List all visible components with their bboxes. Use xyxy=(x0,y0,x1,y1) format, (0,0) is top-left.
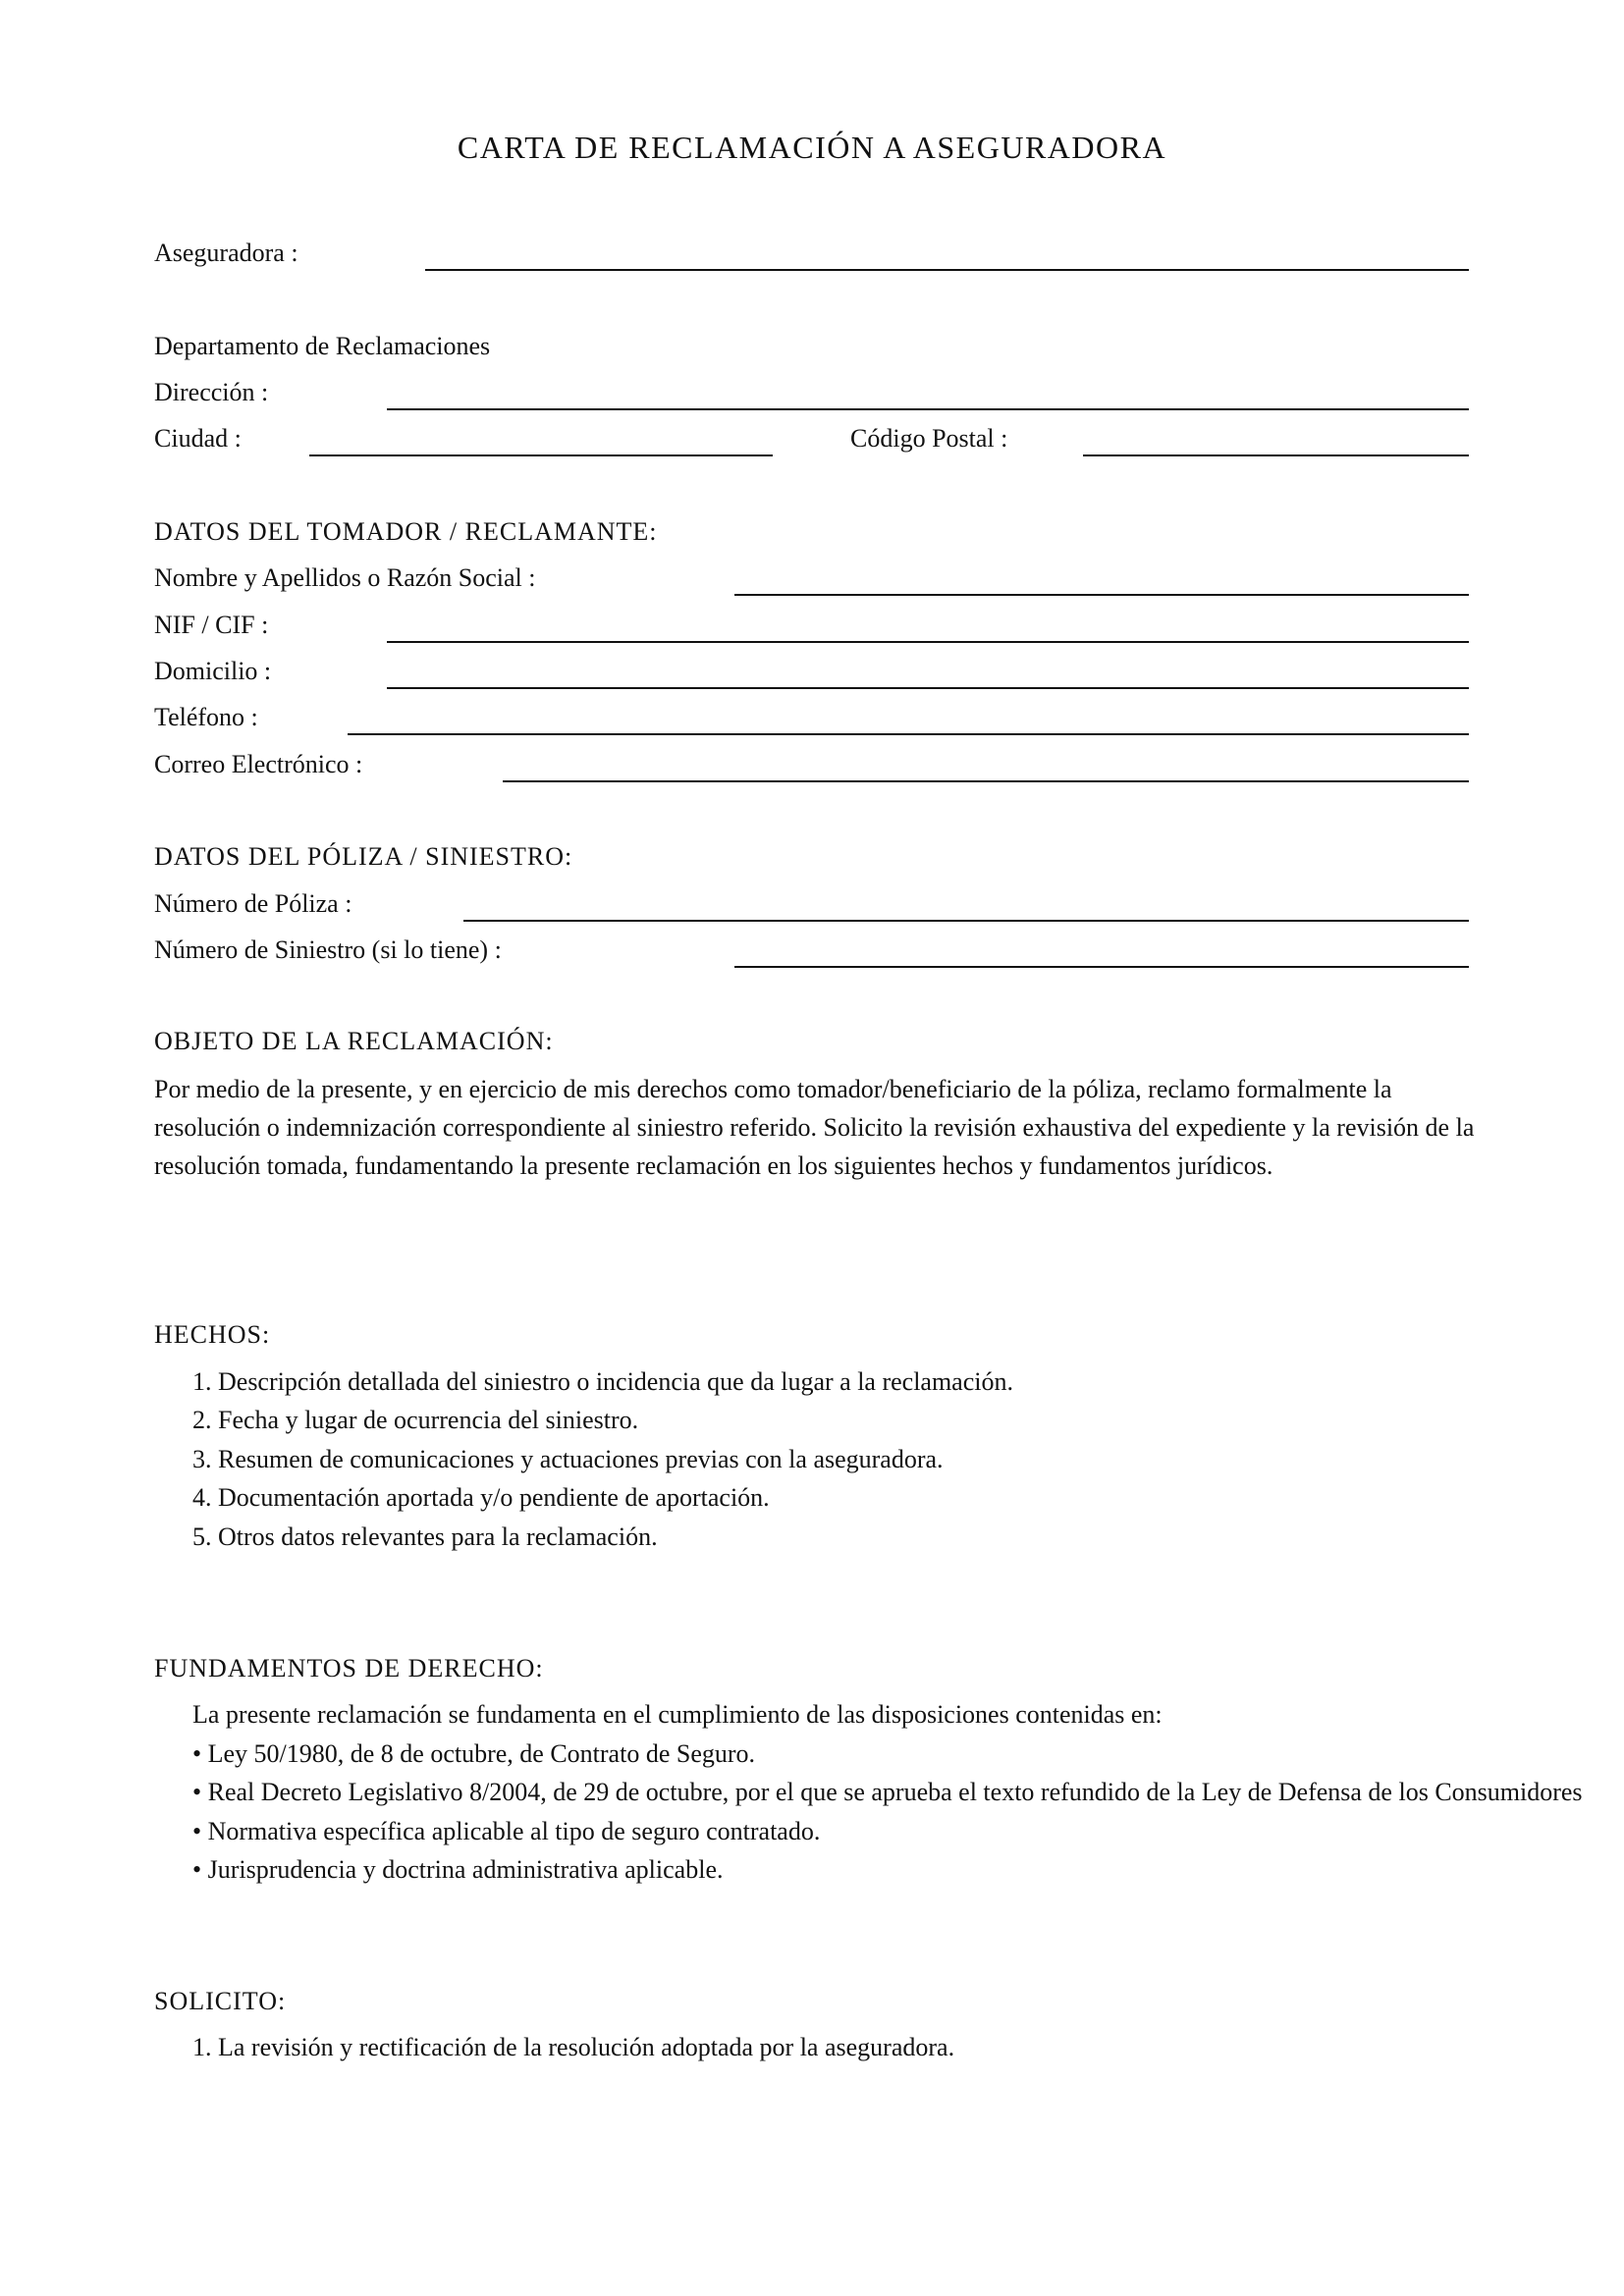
nif-label: NIF / CIF : xyxy=(154,611,269,639)
nombre-label: Nombre y Apellidos o Razón Social : xyxy=(154,563,536,592)
poliza-label: Número de Póliza : xyxy=(154,889,352,918)
fundamentos-heading: FUNDAMENTOS DE DERECHO: xyxy=(154,1654,544,1682)
solicito-item: 1. La revisión y rectificación de la resolución adoptada por la aseguradora. xyxy=(192,2033,955,2061)
ciudad-label: Ciudad : xyxy=(154,424,242,453)
siniestro-field[interactable] xyxy=(734,966,1469,968)
domicilio-label: Domicilio : xyxy=(154,657,272,685)
ciudad-field[interactable] xyxy=(309,454,773,456)
hechos-item: 5. Otros datos relevantes para la reclamación. xyxy=(192,1522,658,1551)
solicito-heading: SOLICITO: xyxy=(154,1987,287,2015)
direccion-field[interactable] xyxy=(387,408,1469,410)
aseguradora-label: Aseguradora : xyxy=(154,239,298,267)
nombre-field[interactable] xyxy=(734,594,1469,596)
aseguradora-field[interactable] xyxy=(425,269,1469,271)
hechos-item: 1. Descripción detallada del siniestro o incidencia que da lugar a la reclamación. xyxy=(192,1367,1013,1396)
fundamentos-item: • Ley 50/1980, de 8 de octubre, de Contrato de Seguro. xyxy=(192,1739,756,1768)
objeto-heading: OBJETO DE LA RECLAMACIÓN: xyxy=(154,1027,554,1055)
direccion-label: Dirección : xyxy=(154,378,269,406)
codigo-postal-label: Código Postal : xyxy=(850,424,1008,453)
correo-label: Correo Electrónico : xyxy=(154,750,363,778)
hechos-item: 2. Fecha y lugar de ocurrencia del siniestro. xyxy=(192,1406,639,1434)
hechos-heading: HECHOS: xyxy=(154,1320,271,1349)
objeto-paragraph: Por medio de la presente, y en ejercicio de mis derechos como tomador/beneficiario de la póliza, reclamo formalmente la resolución o indemnización correspondiente al siniestro referido. Solicito la revisión exhaustiva del expediente y la revisión de la resolución tomada, fundamentando la presente reclamación en los siguientes hechos y fundamentos jurídicos. xyxy=(154,1075,1475,1180)
nif-field[interactable] xyxy=(387,641,1469,643)
claimant-heading: DATOS DEL TOMADOR / RECLAMANTE: xyxy=(154,517,658,546)
domicilio-field[interactable] xyxy=(387,687,1469,689)
hechos-item: 3. Resumen de comunicaciones y actuaciones previas con la aseguradora. xyxy=(192,1445,944,1473)
policy-heading: DATOS DEL PÓLIZA / SINIESTRO: xyxy=(154,842,573,871)
siniestro-label: Número de Siniestro (si lo tiene) : xyxy=(154,935,502,964)
fundamentos-item: • Real Decreto Legislativo 8/2004, de 29 de octubre, por el que se aprueba el texto refundido de la Ley de Defensa de los Consumidores xyxy=(192,1778,1583,1806)
fundamentos-intro: La presente reclamación se fundamenta en el cumplimiento de las disposiciones contenidas en: xyxy=(192,1700,1163,1729)
telefono-label: Teléfono : xyxy=(154,703,258,731)
hechos-item: 4. Documentación aportada y/o pendiente de aportación. xyxy=(192,1483,770,1512)
poliza-field[interactable] xyxy=(463,920,1469,922)
correo-field[interactable] xyxy=(503,780,1469,782)
codigo-postal-field[interactable] xyxy=(1083,454,1469,456)
document-title: CARTA DE RECLAMACIÓN A ASEGURADORA xyxy=(457,130,1167,165)
fundamentos-item: • Normativa específica aplicable al tipo de seguro contratado. xyxy=(192,1817,821,1845)
department-text: Departamento de Reclamaciones xyxy=(154,332,491,360)
telefono-field[interactable] xyxy=(348,733,1469,735)
fundamentos-item: • Jurisprudencia y doctrina administrativa aplicable. xyxy=(192,1855,724,1884)
